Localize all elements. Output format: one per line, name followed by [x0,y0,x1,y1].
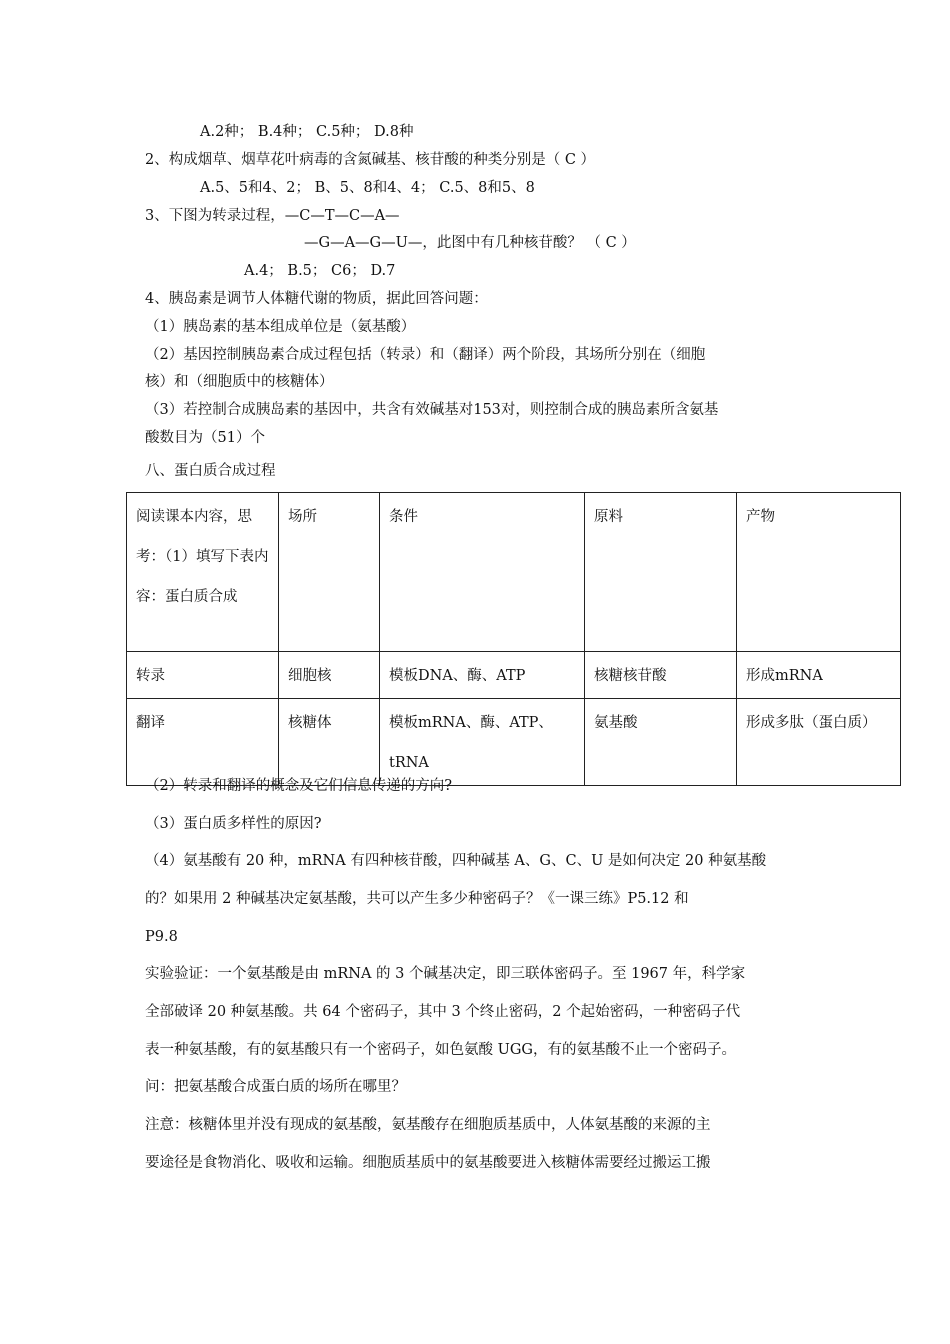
note-line-2: 要途径是食物消化、吸收和运输。细胞质基质中的氨基酸要进入核糖体需要经过搬运工搬 [145,1155,711,1171]
q4-part-2: （2）基因控制胰岛素合成过程包括（转录）和（翻译）两个阶段，其场所分别在（细胞 [145,347,706,363]
question-3-cont: —G—A—G—U—，此图中有几种核苷酸？ （ C ） [304,235,636,251]
table-cell: 原料 [585,493,737,652]
q2-options: A.5、5和4、2； B、5、8和4、4； C.5、8和5、8 [200,180,535,196]
protein-synthesis-table [126,492,901,786]
q1-options: A.2种； B.4种； C.5种； D.8种 [200,124,414,140]
table-cell: 形成mRNA [737,652,901,699]
table-cell: 核糖核苷酸 [585,652,737,699]
table-cell: 形成多肽（蛋白质） [737,699,901,786]
question-2: 2、构成烟草、烟草花叶病毒的含氮碱基、核苷酸的种类分别是（ C ） [145,152,596,168]
table-cell: 模板DNA、酶、ATP [380,652,585,699]
table-cell: 场所 [279,493,380,652]
question-4b-ref: P9.8 [145,929,178,945]
table-cell: 条件 [380,493,585,652]
q4-part-3-cont: 酸数目为（51）个 [145,430,265,446]
q3-options: A.4； B.5； C6； D.7 [244,263,396,279]
table-cell: 产物 [737,493,901,652]
experiment-line-2: 全部破译 20 种氨基酸。共 64 个密码子，其中 3 个终止密码，2 个起始密码，一种密码子代 [145,1004,741,1020]
table-cell: 核糖体 [279,699,380,786]
q4-part-3: （3）若控制合成胰岛素的基因中，共含有效碱基对153对，则控制合成的胰岛素所含氨基 [145,402,719,418]
question-4: 4、胰岛素是调节人体糖代谢的物质，据此回答问题： [145,291,488,307]
note-line-1: 注意：核糖体里并没有现成的氨基酸，氨基酸存在细胞质基质中，人体氨基酸的来源的主 [145,1117,711,1133]
table-cell: 阅读课本内容，思考：（1）填写下表内容：蛋白质合成 [127,493,279,652]
table-cell: 细胞核 [279,652,380,699]
question-location: 问：把氨基酸合成蛋白质的场所在哪里？ [145,1079,406,1095]
question-2b: （2）转录和翻译的概念及它们信息传递的方向? [145,778,452,794]
question-4b-cont: 的？如果用 2 种碱基决定氨基酸，共可以产生多少种密码子？《一课三练》P5.12 和 [145,891,689,907]
q4-part-1: （1）胰岛素的基本组成单位是（氨基酸） [145,319,416,335]
question-3b: （3）蛋白质多样性的原因? [145,816,322,832]
table-header-row [127,493,901,652]
table-cell: 模板mRNA、酶、ATP、tRNA [380,699,585,786]
question-3: 3、下图为转录过程，—C—T—C—A— [145,208,400,224]
table-row [127,652,901,699]
question-4b: （4）氨基酸有 20 种，mRNA 有四种核苷酸，四种碱基 A、G、C、U 是如何决定 20 种氨基酸 [145,853,767,869]
table-row [127,699,901,786]
table-cell: 氨基酸 [585,699,737,786]
table-cell: 翻译 [127,699,279,786]
section-heading: 八、蛋白质合成过程 [145,463,276,479]
table-cell: 转录 [127,652,279,699]
experiment-line-3: 表一种氨基酸，有的氨基酸只有一个密码子，如色氨酸 UGG，有的氨基酸不止一个密码子。 [145,1042,736,1058]
q4-part-2-cont: 核）和（细胞质中的核糖体） [145,374,334,390]
experiment-line-1: 实验验证：一个氨基酸是由 mRNA 的 3 个碱基决定，即三联体密码子。至 1967 年，科学家 [145,966,746,982]
